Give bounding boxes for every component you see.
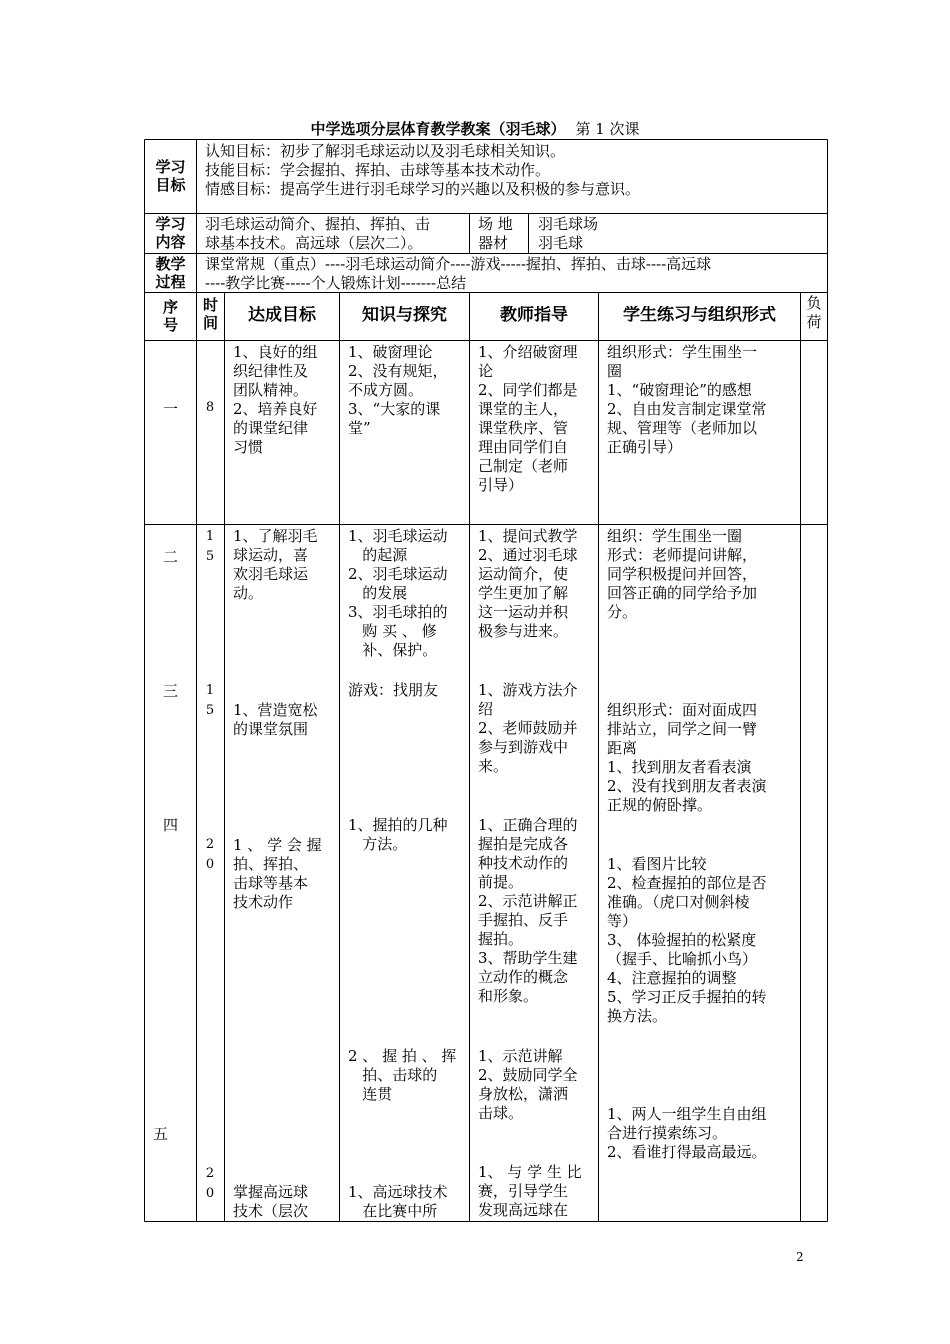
- page-number: 2: [796, 1250, 804, 1264]
- row1-goal: 1、良好的组 织纪律性及 团队精神。 2、培养良好 的课堂纪律 习惯: [233, 343, 318, 456]
- goals-label: 学习 目标: [155, 158, 186, 194]
- row1-practice: 组织形式：学生围坐一 圈 1、“破窗理论”的感想 2、自由发言制定课堂常 规、管理等（老师加以 正确引导）: [607, 343, 767, 456]
- row5-practice: 1、两人一组学生自由组 合进行摸索练习。 2、看谁打得最高最远。: [607, 1105, 767, 1161]
- row5-goal: 掌握高远球 技术（层次: [233, 1183, 309, 1220]
- row3-goal: 1、营造宽松 的课堂氛围: [233, 701, 318, 738]
- row4-knowledge: 1、握拍的几种 方法。: [348, 816, 448, 853]
- row1-time: 8: [205, 400, 215, 415]
- row2-seq: 二: [162, 548, 178, 566]
- row4-goal: 1 、 学 会 握 拍、挥拍、 击球等基本 技术动作: [233, 836, 322, 911]
- row4-time: 2 0: [205, 837, 215, 872]
- row5-teacher-a: 1、示范讲解 2、鼓励同学全 身放松，潇洒 击球。: [478, 1047, 578, 1122]
- document-title: [0, 118, 950, 139]
- row2-teacher: 1、提问式教学 2、通过羽毛球 运动简介，使 学生更加了解 这一运动并积 极参与进来。: [478, 527, 578, 640]
- row4-teacher: 1、正确合理的 握拍是完成各 种技术动作的 前提。 2、示范讲解正 手握拍、反手 握拍。 3、帮助学生建 立动作的概念 和形象。: [478, 816, 578, 1005]
- row2-time: 1 5: [205, 529, 215, 564]
- row3-seq: 三: [162, 682, 178, 700]
- title-text: 中学选项分层体育教学教案（羽毛球）: [310, 120, 566, 138]
- row4-practice: 1、看图片比较 2、检查握拍的部位是否 准确。（虎口对侧斜棱 等） 3、 体验握拍的松紧度 （握手、比喻抓小鸟） 4、注意握拍的调整 5、学习正反手握拍的转 换方法。: [607, 855, 767, 1025]
- header-load: 负 荷: [806, 294, 822, 331]
- header-teacher: 教师指导: [500, 306, 568, 325]
- row1-knowledge: 1、破窗理论 2、没有规矩， 不成方圆。 3、“大家的课 堂”: [348, 343, 448, 437]
- row4-seq: 四: [162, 816, 178, 834]
- row3-practice: 组织形式：面对面成四 排站立，同学之间一臂 距离 1、找到朋友者看表演 2、没有找到朋友者表演 正规的俯卧撑。: [607, 701, 767, 814]
- row1-seq: 一: [162, 400, 178, 418]
- header-knowledge: 知识与探究: [362, 306, 447, 325]
- row2-goal: 1、了解羽毛 球运动，喜 欢羽毛球运 动。: [233, 527, 318, 602]
- header-time: 时 间: [202, 296, 218, 332]
- process-label: 教学 过程: [155, 255, 186, 291]
- row5-knowledge-a: 2 、 握 拍 、 挥 拍、击球的 连贯: [348, 1047, 457, 1103]
- goals-text: 认知目标：初步了解羽毛球运动以及羽毛球相关知识。 技能目标：学会握拍、挥拍、击球等基本技术动作。 情感目标：提高学生进行羽毛球学习的兴趣以及积极的参与意识。: [205, 142, 641, 198]
- venue-text: 羽毛球场 羽毛球: [538, 215, 599, 252]
- row5-time: 2 0: [205, 1166, 215, 1201]
- row3-teacher: 1、游戏方法介 绍 2、老师鼓励并 参与到游戏中 来。: [478, 681, 578, 775]
- row2-practice: 组织：学生围坐一圈 形式：老师提问讲解， 同学积极提问并回答， 回答正确的同学给予加 分。: [607, 527, 758, 621]
- lesson-number: 第 1 次课: [575, 120, 640, 138]
- header-practice: 学生练习与组织形式: [623, 306, 776, 325]
- row5-knowledge-b: 1、高远球技术 在比赛中所: [348, 1183, 448, 1220]
- header-seq: 序 号: [162, 298, 178, 334]
- content-text: 羽毛球运动简介、握拍、挥拍、击 球基本技术。高远球（层次二）。: [205, 215, 431, 252]
- row3-knowledge: 游戏：找朋友: [348, 681, 439, 699]
- row2-knowledge: 1、羽毛球运动 的起源 2、羽毛球运动 的发展 3、羽毛球拍的 购 买 、 修 补、保护。: [348, 527, 448, 659]
- venue-label: 场 地 器材: [478, 215, 513, 252]
- header-goal: 达成目标: [248, 306, 316, 325]
- content-label: 学习 内容: [155, 215, 186, 251]
- row5-seq: 五: [152, 1125, 168, 1143]
- row3-time: 1 5: [205, 683, 215, 718]
- row1-teacher: 1、介绍破窗理 论 2、同学们都是 课堂的主人， 课堂秩序、管 理由同学们自 己制定（老师 引导）: [478, 343, 578, 494]
- row5-teacher-b: 1、 与 学 生 比 赛，引导学生 发现高远球在: [478, 1163, 582, 1219]
- process-text: 课堂常规（重点）----羽毛球运动简介----游戏-----握拍、挥拍、击球----高远球 ----教学比赛-----个人锻炼计划-------总结: [205, 255, 712, 292]
